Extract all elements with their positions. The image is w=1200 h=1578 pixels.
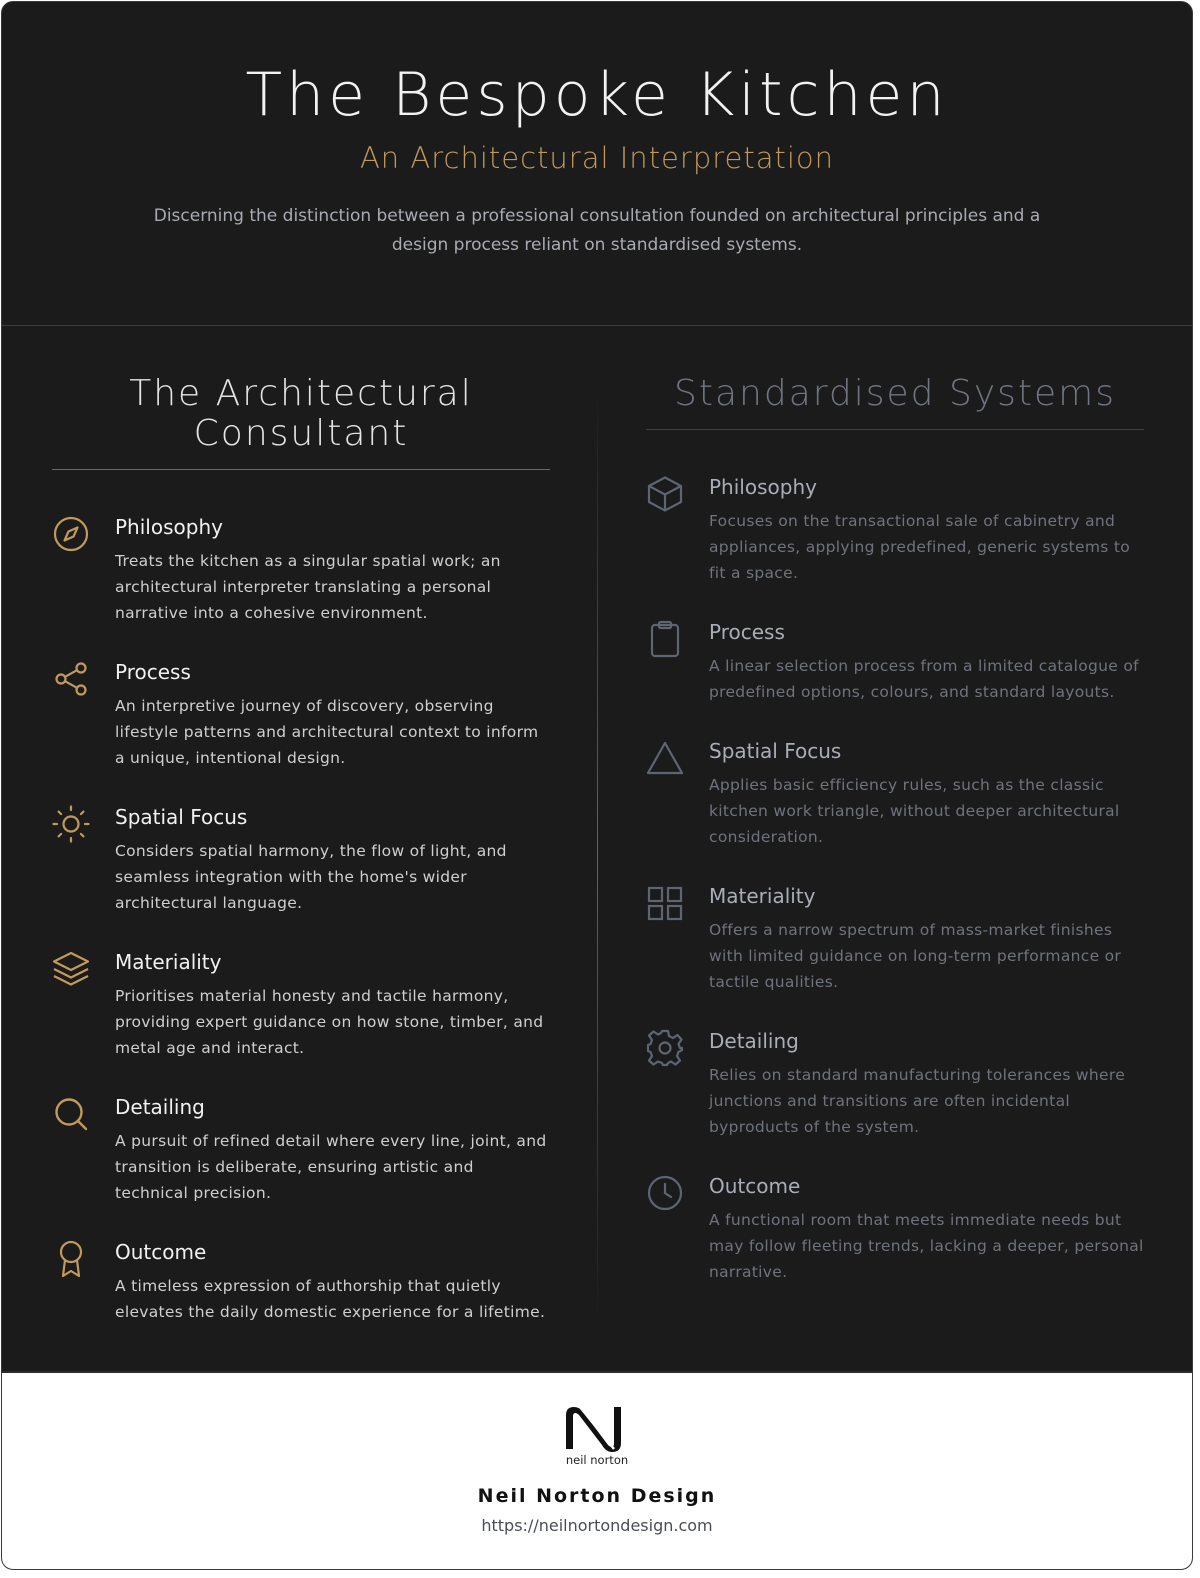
standard-column-title: Standardised Systems (674, 373, 1116, 414)
standard-item-detailing (646, 1029, 1146, 1169)
hero-section (2, 2, 1192, 326)
item-text: Applies basic efficiency rules, such as the classic kitchen work triangle, without deeper architectural consideration. (709, 776, 1120, 846)
standard-item-outcome (646, 1174, 1146, 1314)
architect-item-outcome (52, 1240, 552, 1380)
item-text: A timeless expression of authorship that quietly elevates the daily domestic experience for a lifetime. (115, 1277, 546, 1321)
neil-norton-logo (562, 1405, 632, 1467)
item-text: Treats the kitchen as a singular spatial work; an architectural interpreter translating a personal narrative into a cohesive environment. (115, 552, 501, 622)
item-title: Philosophy (115, 515, 223, 539)
sun-icon (52, 805, 90, 843)
logo-wordmark: neil norton (565, 1453, 629, 1467)
item-title: Process (709, 620, 785, 644)
footer (2, 1371, 1192, 1570)
triangle-icon (646, 739, 684, 777)
item-text: A pursuit of refined detail where every line, joint, and transition is deliberate, ensuring artistic and technical precision. (115, 1132, 547, 1202)
architect-item-detailing (52, 1095, 552, 1235)
item-title: Detailing (709, 1029, 799, 1053)
item-title: Spatial Focus (115, 805, 248, 829)
standard-item-philosophy (646, 475, 1146, 615)
grid-icon (646, 884, 684, 922)
item-text: A linear selection process from a limited catalogue of predefined options, colours, and standard layouts. (709, 657, 1139, 701)
architect-item-process (52, 660, 552, 800)
item-title: Detailing (115, 1095, 205, 1119)
architect-column-title: The Architectural Consultant (129, 373, 473, 454)
award-ribbon-icon (52, 1240, 90, 1278)
architect-item-philosophy (52, 515, 552, 655)
standard-title-rule (646, 429, 1144, 430)
clock-icon (646, 1174, 684, 1212)
clipboard-icon (646, 620, 684, 658)
page-title: The Bespoke Kitchen (245, 60, 949, 130)
item-text: Considers spatial harmony, the flow of light, and seamless integration with the home's wider architectural language. (115, 842, 507, 912)
gear-icon (646, 1029, 684, 1067)
item-text: Focuses on the transactional sale of cabinetry and appliances, applying predefined, generic systems to fit a space. (709, 512, 1131, 582)
item-title: Materiality (115, 950, 222, 974)
item-title: Outcome (709, 1174, 801, 1198)
cube-icon (646, 475, 684, 513)
item-text: A functional room that meets immediate needs but may follow fleeting trends, lacking a deeper, personal narrative. (709, 1211, 1144, 1281)
brand-name: Neil Norton Design (477, 1485, 717, 1507)
item-title: Spatial Focus (709, 739, 842, 763)
infographic-card (1, 1, 1193, 1570)
item-text: Relies on standard manufacturing tolerances where junctions and transitions are often incidental byproducts of the system. (709, 1066, 1126, 1136)
website-link[interactable]: https://neilnortondesign.com (481, 1516, 713, 1535)
item-text: An interpretive journey of discovery, observing lifestyle patterns and architectural context to inform a unique, intentional design. (115, 697, 539, 767)
layers-icon (52, 950, 90, 988)
standard-item-materiality (646, 884, 1146, 1024)
item-title: Philosophy (709, 475, 817, 499)
item-text: Offers a narrow spectrum of mass-market finishes with limited guidance on long-term performance or tactile qualities. (709, 921, 1122, 991)
architect-title-rule (52, 469, 550, 470)
magnifier-icon (52, 1095, 90, 1133)
intro-text: Discerning the distinction between a professional consultation founded on architectural principles and a design process reliant on standardised systems. (153, 206, 1041, 255)
item-title: Materiality (709, 884, 816, 908)
architect-item-materiality (52, 950, 552, 1090)
page-subtitle: An Architectural Interpretation (359, 141, 835, 175)
standard-item-spatial-focus (646, 739, 1146, 879)
item-text: Prioritises material honesty and tactile harmony, providing expert guidance on how stone, timber, and metal age and interact. (115, 987, 544, 1057)
architect-item-spatial-focus (52, 805, 552, 945)
item-title: Process (115, 660, 191, 684)
compass-icon (52, 515, 90, 553)
item-title: Outcome (115, 1240, 207, 1264)
share-nodes-icon (52, 660, 90, 698)
column-divider (597, 390, 598, 1320)
